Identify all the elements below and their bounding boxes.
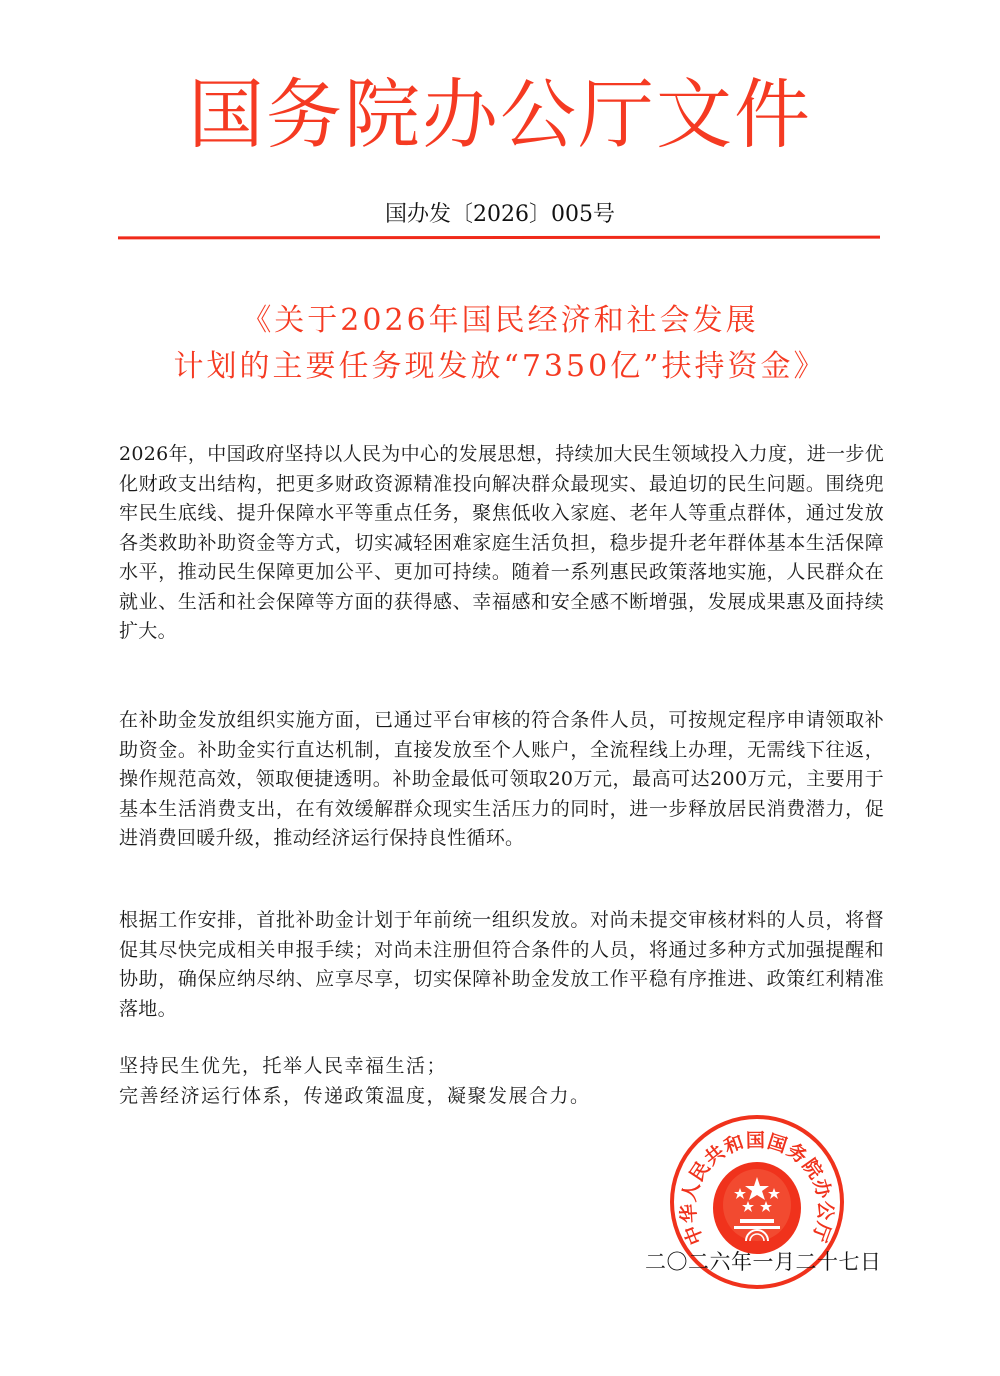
national-emblem-icon [713, 1162, 801, 1254]
issuing-authority-header: 国务院办公厅文件 [188, 70, 812, 159]
body-paragraph-3: 根据工作安排，首批补助金计划于年前统一组织发放。对尚未提交审核材料的人员，将督促其尽快完成相关申报手续；对尚未注册但符合条件的人员，将通过多种方式加强提醒和协助，确保应纳尽纳、应享尽享，切实保障补助金发放工作平稳有序推进、政策红利精准落地。 [119, 909, 884, 1020]
red-divider-line [118, 236, 880, 240]
issue-date: 二〇二六年一月二十七日 [645, 1250, 882, 1274]
document-number: 国办发〔2026〕005号 [385, 202, 615, 227]
document-title-line-2: 计划的主要任务现发放“7350亿”扶持资金》 [173, 349, 827, 384]
document-title-line-1: 《关于2026年国民经济和社会发展 [241, 303, 759, 338]
closing-line-1: 坚持民生优先，托举人民幸福生活； [119, 1055, 448, 1077]
seal-text: 中华人民共和国国务院办公厅 [677, 1129, 837, 1248]
body-paragraph-2: 在补助金发放组织实施方面，已通过平台审核的符合条件人员，可按规定程序申请领取补助资金。补助金实行直达机制，直接发放至个人账户，全流程线上办理，无需线下往返，操作规范高效，领取便捷透明。补助金最低可领取20万元，最高可达200万元，主要用于基本生活消费支出，在有效缓解群众现实生活压力的同时，进一步释放居民消费潜力，促进消费回暖升级，推动经济运行保持良性循环。 [119, 709, 884, 849]
body-paragraph-1: 2026年，中国政府坚持以人民为中心的发展思想，持续加大民生领域投入力度，进一步优化财政支出结构，把更多财政资源精准投向解决群众最现实、最迫切的民生问题。围绕兜牢民生底线、提升保障水平等重点任务，聚焦低收入家庭、老年人等重点群体，通过发放各类救助补助资金等方式，切实减轻困难家庭生活负担，稳步提升老年群体基本生活保障水平，推动民生保障更加公平、更加可持续。随着一系列惠民政策落地实施，人民群众在就业、生活和社会保障等方面的获得感、幸福感和安全感不断增强，发展成果惠及面持续扩大。 [119, 443, 884, 642]
document-title [0, 298, 1000, 390]
closing-line-2: 完善经济运行体系，传递政策温度，凝聚发展合力。 [119, 1084, 591, 1107]
closing-slogan [119, 1052, 591, 1111]
